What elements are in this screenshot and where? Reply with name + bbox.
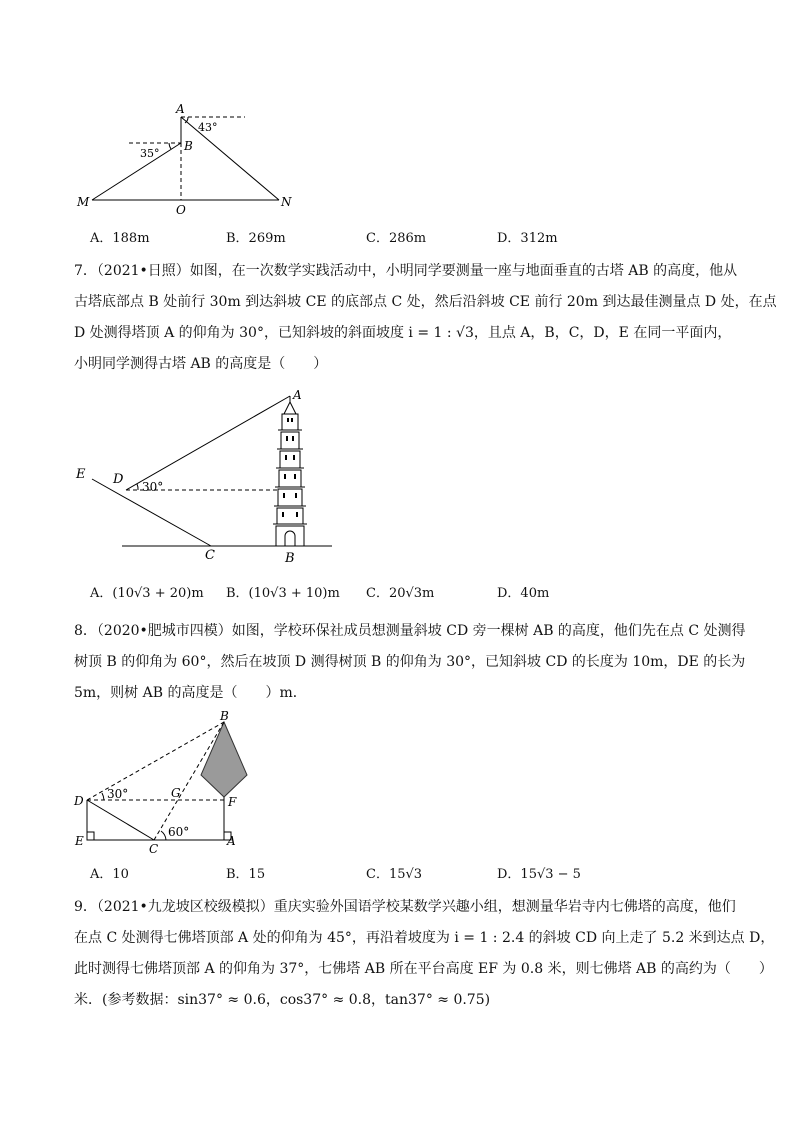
label-F: F bbox=[228, 795, 237, 809]
q7-line-1: 7．（2021•日照）如图，在一次数学实践活动中，小明同学要测量一座与地面垂直的古塔 AB 的高度，他从 bbox=[74, 263, 738, 279]
q7-line-2: 古塔底部点 B 处前行 30m 到达斜坡 CE 的底部点 C 处，然后沿斜坡 CE 前行 20m 到达最佳测量点 D 处，在点 bbox=[74, 294, 777, 310]
angle-30: 30° bbox=[107, 787, 129, 801]
q8-option-b: B．15 bbox=[226, 867, 266, 882]
q7-line-3: D 处测得塔顶 A 的仰角为 30°，已知斜坡的斜面坡度 i = 1 : √3，且点 A，B，C，D，E 在同一平面内， bbox=[74, 325, 732, 341]
q8-line-1: 8．（2020•肥城市四模）如图，学校环保社成员想测量斜坡 CD 旁一棵树 AB 的高度，他们先在点 C 处测得 bbox=[74, 623, 746, 639]
q8-line-2: 树顶 B 的仰角为 60°，然后在坡顶 D 测得树顶 B 的仰角为 30°，已知斜坡 CD 的长度为 10m，DE 的长为 bbox=[74, 654, 746, 670]
angle-60: 60° bbox=[168, 825, 190, 839]
q9-line-3: 此时测得七佛塔顶部 A 的仰角为 37°，七佛塔 AB 所在平台高度 EF 为 0.8 米，则七佛塔 AB 的高约为（ ） bbox=[74, 961, 773, 977]
q8-option-c: C．15√3 bbox=[366, 867, 423, 882]
label-D: D bbox=[74, 794, 84, 808]
figure-q6 bbox=[70, 100, 292, 220]
label-M: M bbox=[77, 195, 90, 209]
label-N: N bbox=[281, 195, 292, 209]
q8-option-d: D．15√3 − 5 bbox=[497, 867, 581, 882]
figure-q8 bbox=[70, 705, 280, 855]
label-B: B bbox=[184, 139, 193, 153]
q8-line-3: 5m，则树 AB 的高度是（ ）m． bbox=[74, 685, 307, 701]
angle-43: 43° bbox=[198, 121, 218, 134]
q9-line-4: 米．(参考数据：sin37° ≈ 0.6，cos37° ≈ 0.8，tan37° ≈ 0.75) bbox=[74, 992, 491, 1008]
q6-option-b: B．269m bbox=[226, 231, 286, 246]
pagoda-icon bbox=[273, 396, 307, 546]
q7-line-4: 小明同学测得古塔 AB 的高度是（ ） bbox=[74, 356, 328, 372]
q9-line-1: 9．（2021•九龙坡区校级模拟）重庆实验外国语学校某数学兴趣小组，想测量华岩寺内七佛塔的高度，他们 bbox=[74, 899, 736, 915]
label-C: C bbox=[149, 842, 159, 856]
label-E: E bbox=[76, 467, 86, 482]
q6-option-c: C．286m bbox=[366, 231, 427, 246]
label-A: A bbox=[293, 388, 302, 402]
angle-30: 30° bbox=[142, 480, 164, 494]
label-A: A bbox=[176, 102, 185, 116]
q8-option-a: A．10 bbox=[90, 867, 129, 882]
q7-option-d: D．40m bbox=[497, 586, 550, 601]
label-D: D bbox=[113, 472, 124, 487]
q7-option-a: A．(10√3 + 20)m bbox=[90, 586, 204, 601]
label-O: O bbox=[176, 203, 186, 217]
figure-q7 bbox=[70, 385, 340, 565]
q7-option-b: B．(10√3 + 10)m bbox=[226, 586, 340, 601]
label-E: E bbox=[75, 834, 84, 848]
tree-icon bbox=[201, 722, 247, 797]
label-C: C bbox=[205, 548, 215, 563]
label-B: B bbox=[220, 709, 229, 723]
label-G: G bbox=[171, 786, 181, 800]
q6-option-a: A．188m bbox=[90, 231, 150, 246]
label-A: A bbox=[227, 834, 236, 848]
q7-option-c: C．20√3m bbox=[366, 586, 435, 601]
label-B: B bbox=[285, 551, 295, 566]
q9-line-2: 在点 C 处测得七佛塔顶部 A 处的仰角为 45°，再沿着坡度为 i = 1 : 2.4 的斜坡 CD 向上走了 5.2 米到达点 D， bbox=[74, 930, 775, 946]
angle-35: 35° bbox=[140, 147, 160, 160]
q6-option-d: D．312m bbox=[497, 231, 558, 246]
